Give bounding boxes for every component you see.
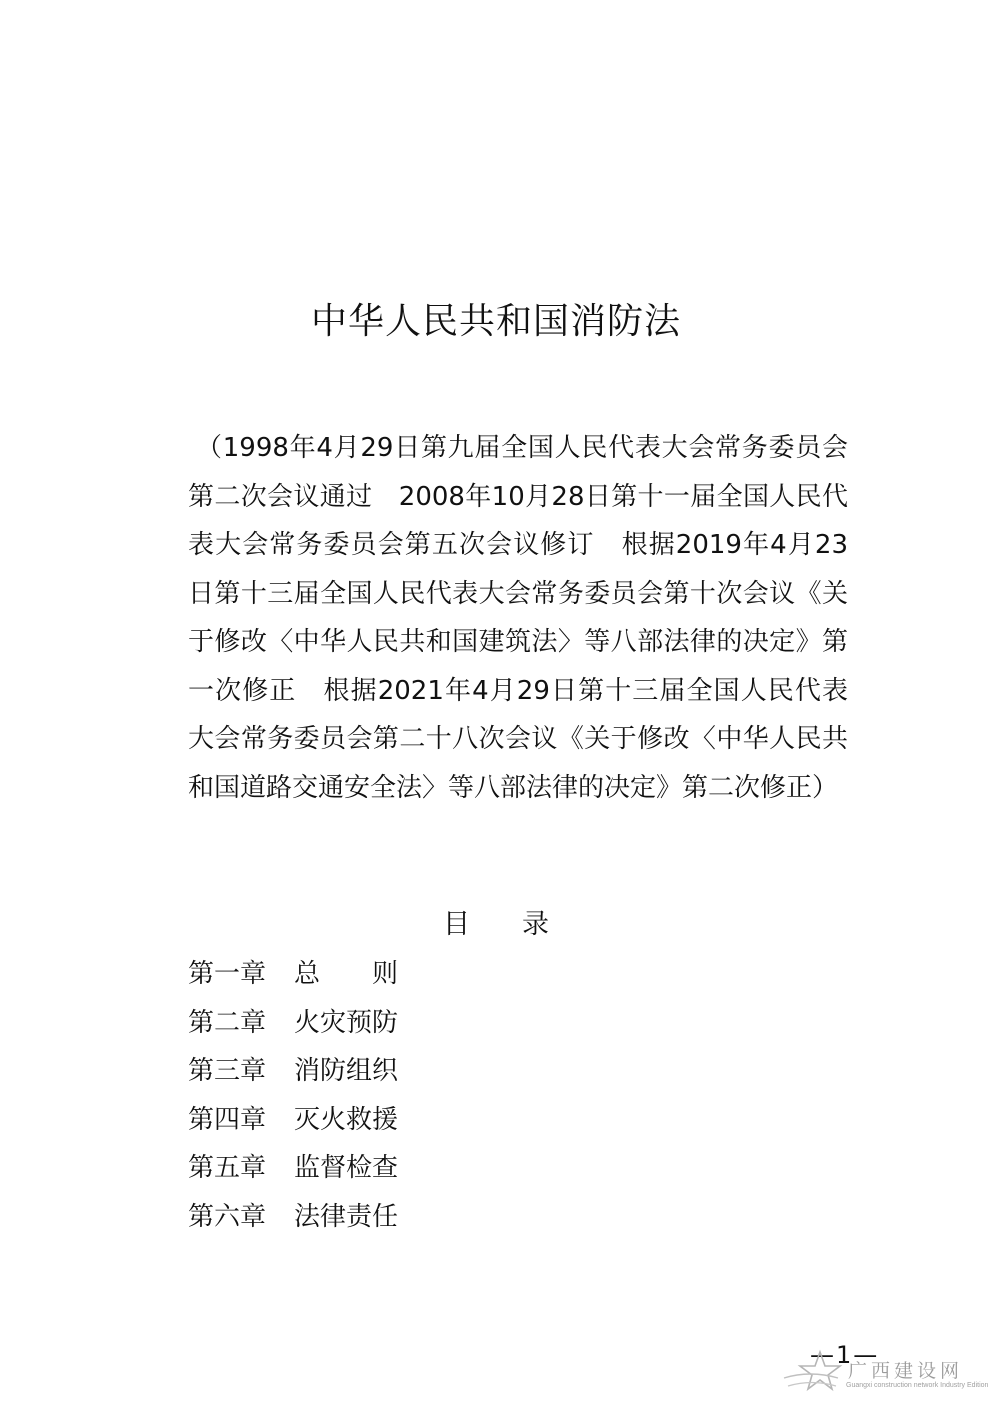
toc-heading <box>0 902 992 948</box>
toc-heading-left: 目 <box>443 909 470 940</box>
toc-chapter-number: 第四章 <box>188 1104 267 1135</box>
toc-chapter-name: 火灾预防 <box>294 1007 399 1038</box>
toc-chapter-number: 第三章 <box>188 1056 267 1086</box>
document-title: 中华人民共和国消防法 <box>310 301 681 342</box>
page-number: —1— <box>810 1341 880 1369</box>
toc-chapter-name: 消防组织 <box>294 1056 399 1086</box>
toc-item <box>188 1096 398 1145</box>
toc-item <box>188 1047 398 1096</box>
toc-chapter-number: 第一章 <box>188 959 267 989</box>
toc-chapter-name: 监督检查 <box>294 1153 399 1183</box>
site-watermark <box>780 1348 988 1398</box>
toc-item <box>188 999 398 1048</box>
toc-chapter-number: 第五章 <box>188 1153 267 1183</box>
toc-chapter-name: 总 则 <box>294 959 399 989</box>
adoption-history-note: （1998年4月29日第九届全国人民代表大会常务委员会第二次会议通过 2008年10月28日第十一届全国人民代表大会常务委员会第五次会议修订 根据2019年4月23日第十三届全国人民代表大会常务委员会第十次会议《关于修改〈中华人民共和国建筑法〉等八部法律的决定》第一次修正 根据2021年4月29日第十三届全国人民代表大会常务委员会第二十八次会议《关于修改〈中华人民共和国道路交通安全法〉等八部法律的决定》第二次修正） <box>188 433 848 803</box>
toc-chapter-name: 法律责任 <box>294 1201 399 1232</box>
toc-chapter-number: 第二章 <box>188 1007 267 1038</box>
toc-item <box>188 1193 398 1242</box>
watermark-cn-text: 广西建设网 <box>848 1360 964 1382</box>
toc-item <box>188 1144 398 1193</box>
toc-item <box>188 950 398 999</box>
star-logo-icon <box>780 1348 846 1396</box>
watermark-en-text: Guangxi construction network Industry Edition <box>846 1382 989 1389</box>
toc-chapter-name: 灭火救援 <box>294 1104 399 1135</box>
table-of-contents <box>188 950 398 1241</box>
toc-heading-right: 录 <box>522 909 549 940</box>
toc-chapter-number: 第六章 <box>188 1201 267 1232</box>
